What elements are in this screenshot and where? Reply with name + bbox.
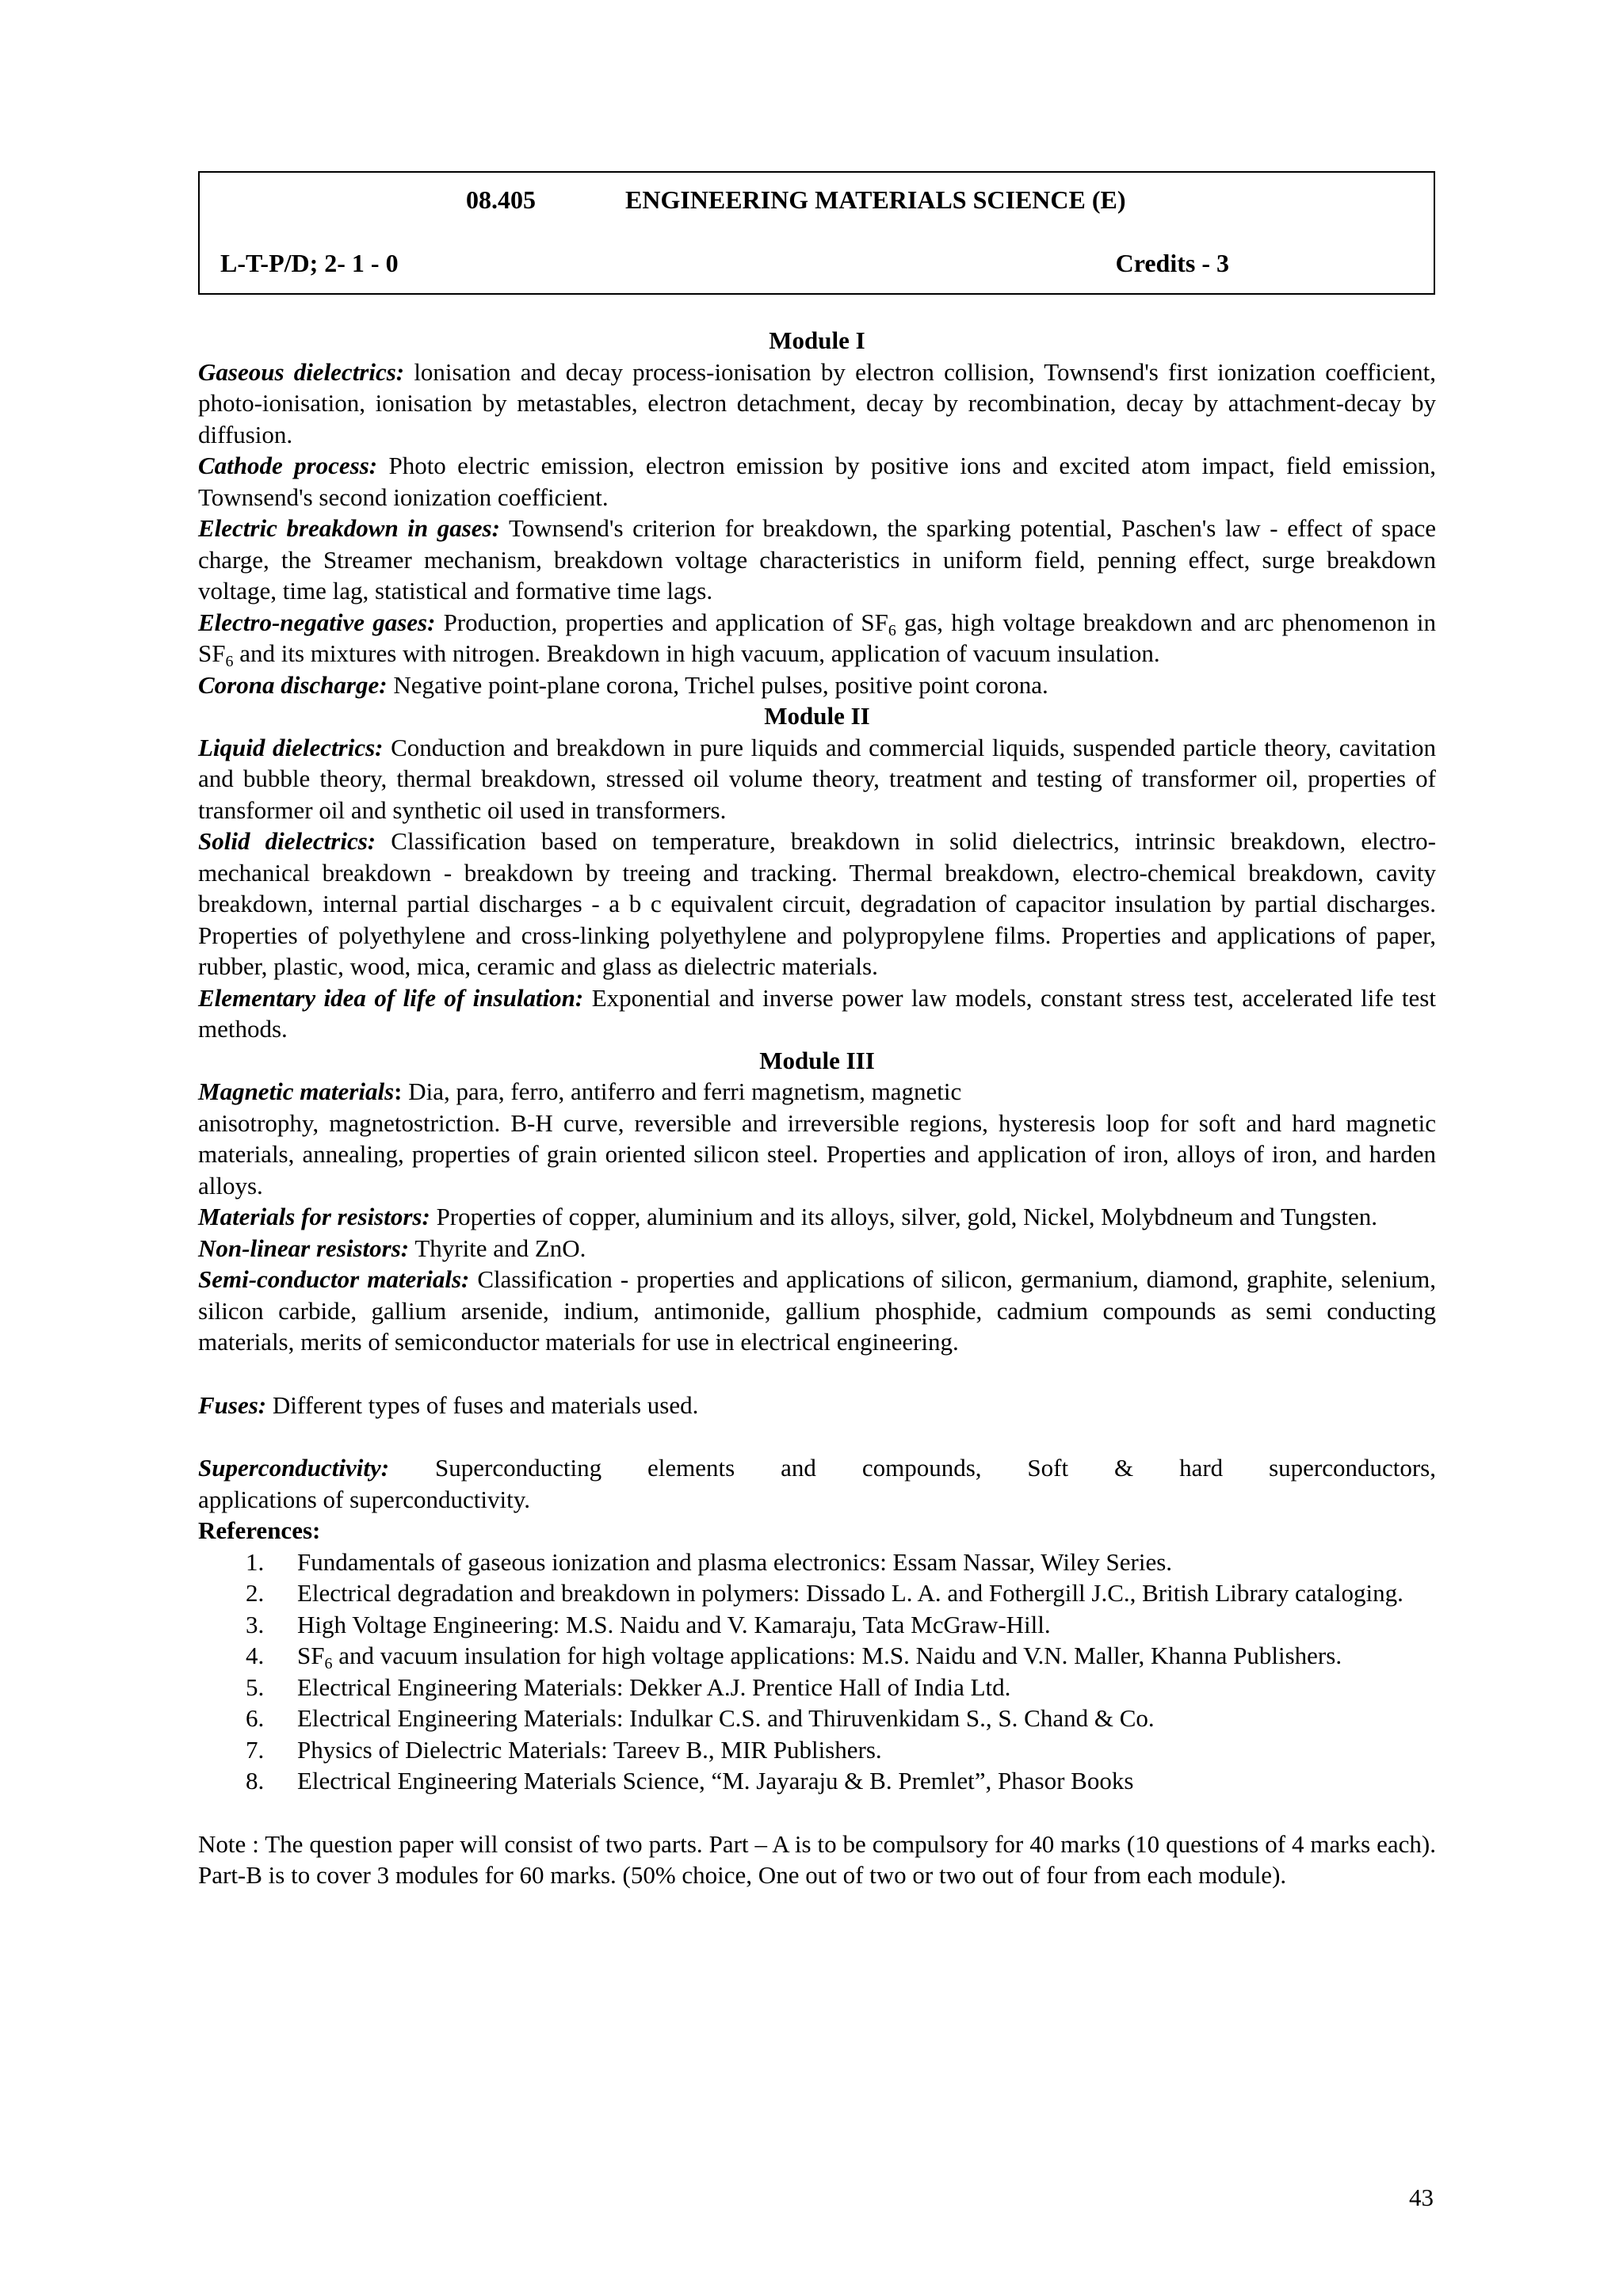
topic-paragraph [198, 669, 1436, 701]
topic-paragraph [198, 513, 1436, 607]
topic-paragraph-continued: anisotrophy, magnetostriction. B-H curve, reversible and irreversible regions, hysteresis loop for soft and hard magnetic materials, annealing, properties of grain oriented silicon steel. Properties and application of iron, alloys of iron, and harden alloys. [198, 1108, 1436, 1199]
topic-text: Superconducting elements and compounds, Soft & hard superconductors, [389, 1454, 1436, 1482]
topic-text: gas, high voltage breakdown and arc phenomenon in SF [198, 608, 1437, 667]
topic-paragraph [198, 1264, 1436, 1358]
reference-text: Electrical Engineering Materials: Indulkar C.S. and Thiruvenkidam S., S. Chand & Co. [297, 1704, 1155, 1732]
topic-title: Magnetic materials [198, 1077, 395, 1105]
reference-number: 7. [246, 1735, 265, 1764]
reference-item [198, 1672, 1436, 1703]
topic-title: Superconductivity: [198, 1454, 390, 1482]
course-title: ENGINEERING MATERIALS SCIENCE (E) [625, 185, 1126, 214]
topic-paragraph [198, 1076, 1436, 1108]
topic-paragraph [198, 1201, 1436, 1233]
topic-text: Classification based on temperature, breakdown in solid dielectrics, intrinsic breakdown, electro-mechanical breakdown - breakdown by treeing and tracking. Thermal breakdown, electro-chemical breakdown, cavity breakdown, internal partial discharges - a b c equivalent circuit, degradation of capacitor insulation by partial discharges. Properties of polyethylene and cross-linking polyethylene and polypropylene films. Properties and applications of paper, rubber, plastic, wood, mica, ceramic and glass as dielectric materials. [198, 827, 1437, 980]
topic-title: Fuses: [198, 1390, 267, 1419]
topic-text: Photo electric emission, electron emission by positive ions and excited atom impact, field emission, Townsend's second ionization coefficient. [198, 452, 1436, 511]
subscript: 6 [324, 1655, 333, 1672]
module-heading: Module III [759, 1046, 875, 1074]
reference-number: 2. [246, 1579, 265, 1607]
topic-paragraph [198, 826, 1436, 982]
topic-title: Electro-negative gases: [198, 608, 436, 636]
reference-number: 4. [246, 1642, 265, 1669]
references-heading: References: [198, 1516, 321, 1544]
topic-paragraph [198, 607, 1436, 669]
course-header-box [198, 171, 1435, 295]
reference-item [198, 1703, 1436, 1734]
reference-text: Electrical degradation and breakdown in polymers: Dissado L. A. and Fothergill J.C., British Library cataloging. [297, 1579, 1403, 1607]
topic-title: Electric breakdown in gases: [198, 514, 500, 542]
topic-paragraph [198, 982, 1436, 1045]
topic-text: Classification - properties and applications of silicon, germanium, diamond, graphite, selenium, silicon carbide, gallium arsenide, indium, antimonide, gallium phosphide, cadmium compounds as semi conducting materials, merits of semiconductor materials for use in electrical engineering. [198, 1265, 1436, 1356]
reference-text: Electrical Engineering Materials: Dekker A.J. Prentice Hall of India Ltd. [297, 1672, 1011, 1701]
module-heading: Module I [769, 326, 865, 354]
topic-paragraph [198, 1233, 1436, 1264]
topic-paragraph-continued: applications of superconductivity. [198, 1485, 530, 1513]
topic-title: Corona discharge: [198, 670, 388, 699]
exam-note: Note : The question paper will consist of two parts. Part – A is to be compulsory for 40 marks (10 questions of 4 marks each). Part-B is to cover 3 modules for 60 marks. (50% choice, One out of two or two out of four from each module). [198, 1829, 1436, 1889]
topic-title: Solid dielectrics: [198, 827, 376, 855]
topic-title: Semi-conductor materials: [198, 1265, 470, 1293]
topic-text: Properties of copper, aluminium and its alloys, silver, gold, Nickel, Molybdneum and Tungsten. [430, 1203, 1378, 1230]
topic-text: Townsend's criterion for breakdown, the sparking potential, Paschen's law - effect of space charge, the Streamer mechanism, breakdown voltage characteristics in uniform field, penning effect, surge breakdown voltage, time lag, statistical and formative time lags. [198, 514, 1436, 605]
reference-item [198, 1609, 1436, 1641]
reference-item [198, 1547, 1436, 1578]
topic-paragraph [198, 1452, 1436, 1484]
reference-item [198, 1765, 1436, 1797]
topic-text: Production, properties and application of SF [435, 608, 888, 636]
topic-title: Elementary idea of life of insulation: [198, 983, 584, 1012]
subscript: 6 [888, 621, 896, 639]
reference-text: SF [297, 1642, 325, 1669]
topic-text: lonisation and decay process-ionisation by electron collision, Townsend's first ionization coefficient, photo-ionisation, ionisation by metastables, electron detachment, decay by recombination, decay by attachment-decay by diffusion. [198, 357, 1436, 448]
topic-text: Conduction and breakdown in pure liquids and commercial liquids, suspended particle theory, cavitation and bubble theory, thermal breakdown, stressed oil volume theory, treatment and testing of transformer oil, properties of transformer oil and synthetic oil used in transformers. [198, 733, 1437, 824]
topic-text: Thyrite and ZnO. [409, 1234, 586, 1262]
topic-title: Cathode process: [198, 452, 378, 479]
reference-text: High Voltage Engineering: M.S. Naidu and V. Kamaraju, Tata McGraw-Hill. [297, 1610, 1051, 1638]
topic-title: Materials for resistors: [198, 1203, 430, 1230]
topic-text: Exponential and inverse power law models, constant stress test, accelerated life test methods. [198, 983, 1436, 1043]
reference-text: Fundamentals of gaseous ionization and plasma electronics: Essam Nassar, Wiley Series. [297, 1547, 1173, 1576]
reference-item [198, 1640, 1436, 1672]
reference-number: 3. [246, 1610, 265, 1638]
course-ltp: L-T-P/D; 2- 1 - 0 [220, 249, 399, 277]
reference-number: 8. [246, 1767, 265, 1794]
reference-text: and vacuum insulation for high voltage applications: M.S. Naidu and V.N. Maller, Khanna Publishers. [332, 1642, 1342, 1669]
reference-text: Electrical Engineering Materials Science, “M. Jayaraju & B. Premlet”, Phasor Books [297, 1767, 1134, 1794]
course-credits: Credits - 3 [1115, 249, 1229, 277]
references-list [198, 1547, 1436, 1797]
course-code: 08.405 [466, 185, 536, 214]
topic-title: Gaseous dielectrics: [198, 357, 405, 386]
topic-text: Different types of fuses and materials used. [266, 1390, 699, 1419]
page-number: 43 [1409, 2183, 1434, 2211]
topic-title: Liquid dielectrics: [198, 733, 384, 761]
reference-number: 5. [246, 1672, 265, 1701]
subscript: 6 [225, 653, 234, 670]
topic-text: Negative point-plane corona, Trichel pulses, positive point corona. [387, 670, 1048, 699]
spacer [198, 1358, 1436, 1390]
syllabus-content [198, 325, 1436, 1891]
topic-colon: : [394, 1077, 403, 1105]
topic-paragraph [198, 450, 1436, 513]
reference-number: 1. [246, 1547, 265, 1576]
reference-text: Physics of Dielectric Materials: Tareev B., MIR Publishers. [297, 1735, 882, 1764]
topic-paragraph [198, 357, 1436, 451]
spacer [198, 1421, 1436, 1452]
topic-paragraph [198, 732, 1436, 826]
spacer [198, 1797, 1436, 1829]
topic-title: Non-linear resistors: [198, 1234, 410, 1262]
topic-text: and its mixtures with nitrogen. Breakdown in high vacuum, application of vacuum insulation. [233, 639, 1160, 667]
topic-paragraph [198, 1390, 1436, 1421]
reference-number: 6. [246, 1704, 265, 1732]
topic-text: Dia, para, ferro, antiferro and ferri magnetism, magnetic [402, 1077, 962, 1105]
reference-item [198, 1577, 1436, 1609]
module-heading: Module II [764, 702, 870, 730]
reference-item [198, 1734, 1436, 1766]
